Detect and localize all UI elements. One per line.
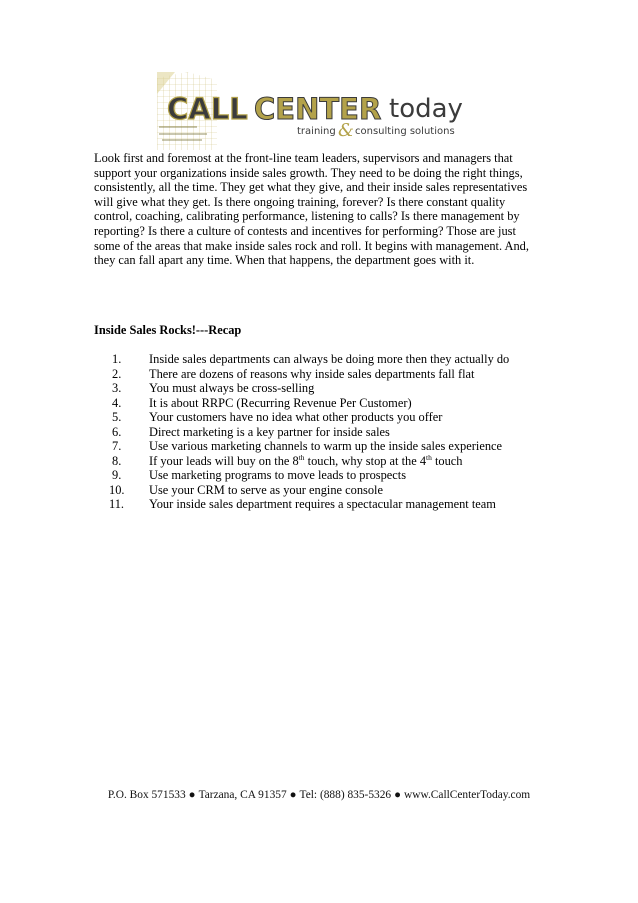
list-number: 9. bbox=[112, 468, 122, 482]
bullet-separator: ● bbox=[289, 789, 297, 801]
list-text: You must always be cross-selling bbox=[149, 381, 315, 395]
logo-graphic bbox=[157, 72, 475, 150]
ordinal-suffix: th bbox=[298, 452, 305, 462]
list-number: 4. bbox=[112, 395, 122, 410]
list-text bbox=[149, 454, 554, 469]
list-text: Inside sales departments can always be doing more then they actually do bbox=[149, 352, 510, 366]
page-footer bbox=[0, 789, 638, 801]
list-number: 3. bbox=[112, 381, 122, 395]
list-number: 11. bbox=[109, 497, 125, 511]
list-text: Your inside sales department requires a spectacular management team bbox=[149, 497, 496, 511]
list-text: Use marketing programs to move leads to prospects bbox=[149, 468, 407, 482]
ordinal-suffix: th bbox=[426, 452, 432, 462]
footer-website[interactable]: www.CallCenterToday.com bbox=[404, 789, 531, 801]
list-text: Use various marketing channels to warm up the inside sales experience bbox=[149, 439, 503, 453]
list-text: Use your CRM to serve as your engine console bbox=[149, 482, 384, 497]
company-logo bbox=[157, 72, 475, 150]
list-item bbox=[94, 497, 554, 512]
list-text: Your customers have no idea what other products you offer bbox=[149, 410, 443, 424]
list-text-part: touch bbox=[431, 453, 463, 468]
list-item bbox=[94, 352, 554, 367]
list-item bbox=[94, 439, 554, 454]
list-item bbox=[94, 425, 554, 440]
list-item bbox=[94, 483, 554, 498]
list-number: 10. bbox=[109, 482, 125, 497]
list-item bbox=[94, 396, 554, 411]
list-number: 7. bbox=[112, 439, 122, 453]
list-number: 5. bbox=[112, 410, 122, 424]
logo-center: CENTER bbox=[254, 92, 382, 126]
list-item bbox=[94, 468, 554, 483]
list-number: 8. bbox=[112, 453, 122, 468]
logo-tagline-ampersand: & bbox=[338, 120, 355, 141]
footer-city: Tarzana, CA 91357 bbox=[198, 789, 287, 801]
bullet-separator: ● bbox=[394, 789, 402, 801]
footer-phone: Tel: (888) 835-5326 bbox=[299, 789, 392, 801]
list-text: Direct marketing is a key partner for inside sales bbox=[149, 424, 390, 439]
recap-heading: Inside Sales Rocks!---Recap bbox=[94, 323, 242, 337]
recap-list bbox=[94, 352, 554, 512]
footer-address: P.O. Box 571533 bbox=[107, 789, 186, 801]
logo-today: today bbox=[389, 94, 463, 124]
logo-tagline-training: training bbox=[297, 126, 336, 137]
list-item bbox=[94, 381, 554, 396]
list-number: 2. bbox=[112, 366, 122, 381]
list-text-part: touch, why stop at the 4 bbox=[304, 453, 427, 468]
list-number: 6. bbox=[112, 424, 122, 439]
logo-call: CALL bbox=[167, 92, 248, 126]
list-item bbox=[94, 454, 554, 469]
bullet-separator: ● bbox=[188, 789, 196, 801]
list-text: There are dozens of reasons why inside sales departments fall flat bbox=[149, 366, 475, 381]
list-item bbox=[94, 367, 554, 382]
list-number: 1. bbox=[112, 352, 122, 366]
logo-tagline-consulting: consulting solutions bbox=[355, 126, 455, 137]
list-text-part: If your leads will buy on the 8 bbox=[149, 453, 299, 468]
intro-paragraph: Look first and foremost at the front-line team leaders, supervisors and managers that support your organizations inside sales growth. They need to be doing the right things, consistently, all the time. They get what they give, and their inside sales representatives will give what they get. Is there ongoing training, forever? Is there constant quality control, coaching, calibrating performance, listening to calls? Is there management by reporting? Is there a culture of contests and incentives for performing? Those are just some of the areas that make inside sales rock and roll. It begins with management. And, they can fall apart any time. When that happens, the department goes with it. bbox=[94, 151, 529, 268]
list-text: It is about RRPC (Recurring Revenue Per Customer) bbox=[149, 395, 412, 410]
list-item bbox=[94, 410, 554, 425]
